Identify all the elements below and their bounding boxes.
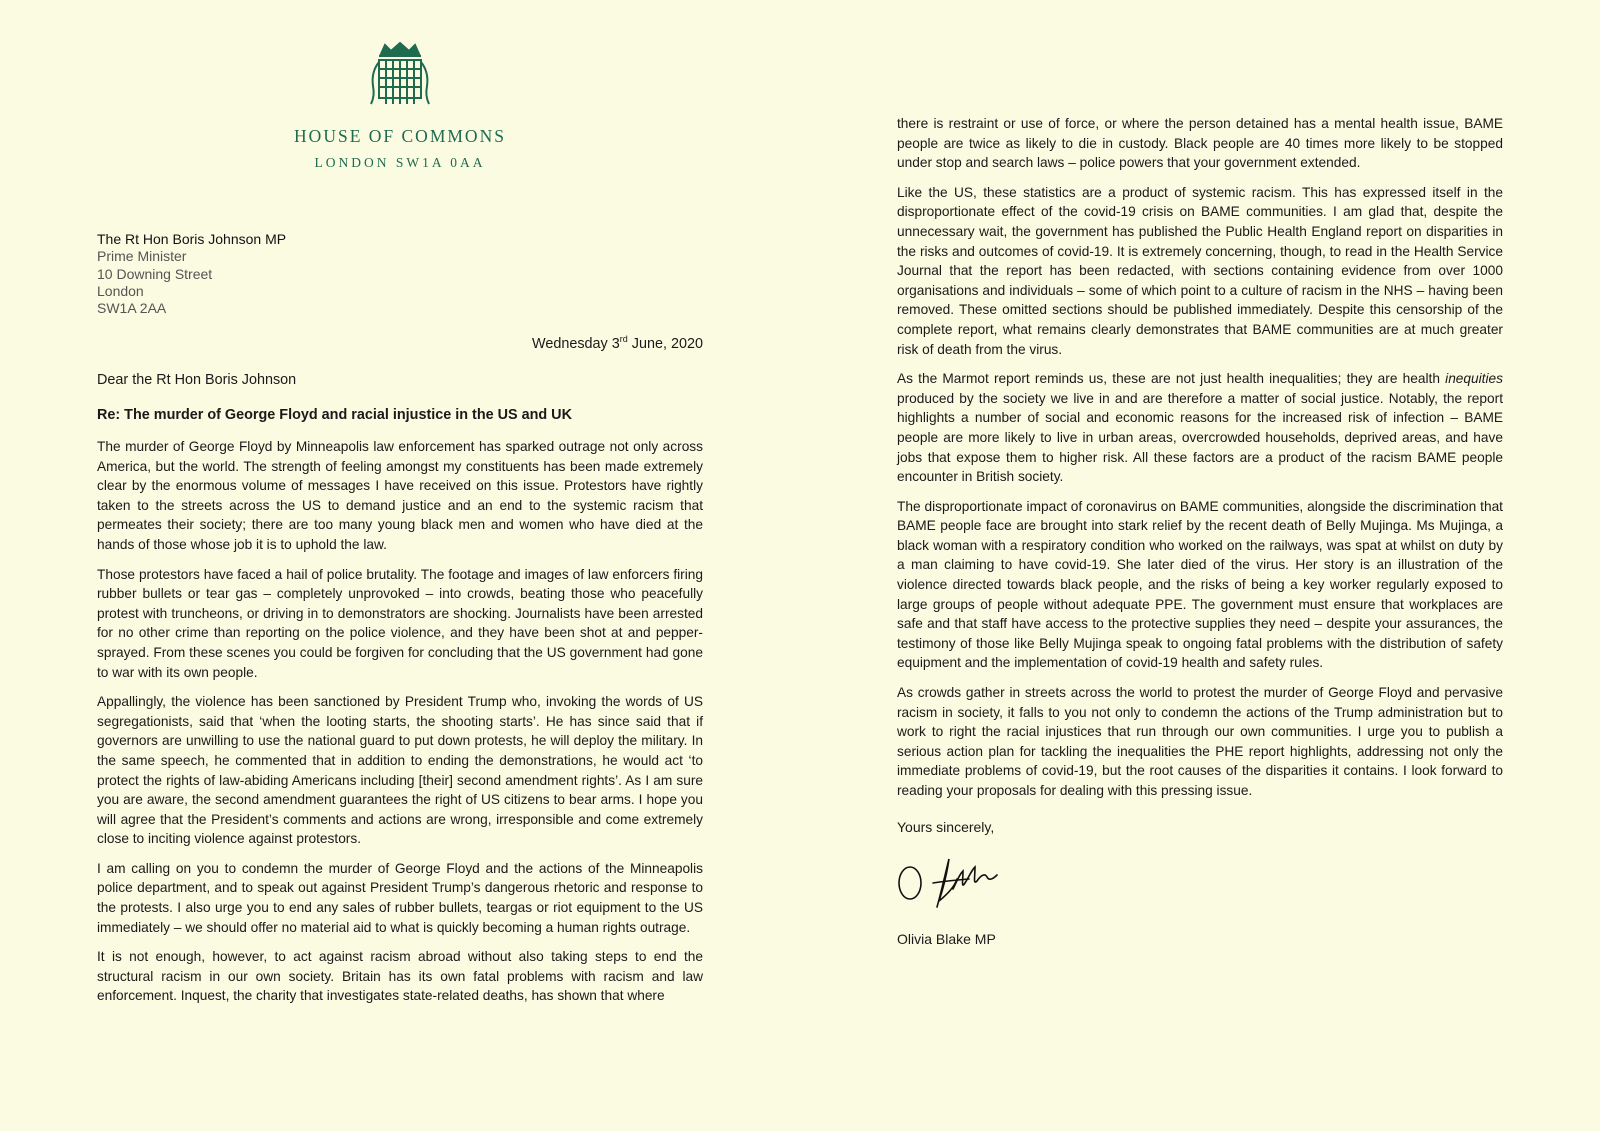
subject-line: Re: The murder of George Floyd and racial injustice in the US and UK: [97, 407, 572, 423]
body-paragraph: As crowds gather in streets across the world to protest the murder of George Floyd and pervasive racism in society, it falls to you not only to condemn the actions of the Trump administration but to work to right the racial injustices that run through our own communities. I urge you to publish a serious action plan for tackling the inequalities the PHE report highlights, addressing not only the immediate problems of covid-19, but the root causes of the disparities it contains. I look forward to reading your proposals for dealing with this pressing issue.: [897, 685, 1503, 798]
letterhead: [97, 42, 703, 171]
letter-body-left: [97, 437, 703, 1016]
body-paragraph: Like the US, these statistics are a product of systemic racism. This has expressed itself in the disproportionate effect of the covid-19 crisis on BAME communities. I am glad that, despite the unnecessary wait, the government has published the Public Health England report on disparities in the risks and outcomes of covid-19. It is extremely concerning, though, to read in the Health Service Journal that the report has been redacted, with sections containing evidence from over 1000 organisations and individuals – some of which point to a culture of racism in the NHS – having been removed. These omitted sections should be published immediately. Despite this censorship of the complete report, what remains clearly demonstrates that BAME communities are at much greater risk of death from the virus.: [897, 184, 1503, 357]
recipient-line: Prime Minister: [97, 248, 187, 265]
letterhead-house-title: HOUSE OF COMMONS: [294, 126, 506, 146]
letterhead-address: LONDON SW1A 0AA: [314, 155, 486, 170]
closing: Yours sincerely,: [897, 818, 995, 835]
signer-name: Olivia Blake MP: [897, 930, 996, 947]
letter-page-left: [97, 0, 703, 1131]
recipient-name: The Rt Hon Boris Johnson MP: [97, 231, 287, 247]
body-paragraph: The murder of George Floyd by Minneapolis law enforcement has sparked outrage not only across America, but the world. The strength of feeling amongst my constituents has been made extremely clear by the enormous volume of messages I have received on this issue. Protestors have rightly taken to the streets across the US to demand justice and an end to the systemic racism that permeates their society; there are too many young black men and women who have died at the hands of those whose job it is to uphold the law.: [97, 439, 703, 552]
body-paragraph: The disproportionate impact of coronavirus on BAME communities, alongside the discrimination that BAME people face are brought into stark relief by the recent death of Belly Mujinga. Ms Mujinga, a black woman with a respiratory condition who worked on the railways, was spat at whilst on duty by a man claiming to have covid-19. She later died of the virus. Her story is an illustration of the violence directed towards black people, and the risks of being a key worker regularly exposed to large groups of people without adequate PPE. The government must ensure that workplaces are safe and that staff have access to the protective supplies they need – despite your assurances, the testimony of those like Belly Mujinga speak to ongoing fatal problems with the distribution of safety equipment and the implementation of covid-19 health and safety rules.: [897, 498, 1503, 671]
letter-date: Wednesday 3rd June, 2020: [532, 334, 703, 352]
letter-page-right: [897, 0, 1503, 1131]
body-paragraph: Appallingly, the violence has been sanctioned by President Trump who, invoking the words of US segregationists, said that ‘when the looting starts, the shooting starts’. He has since said that if governors are unwilling to use the national guard to put down protests, he will deploy the military. In the same speech, he commented that in addition to ending the demonstrations, he would act ‘to protect the rights of law-abiding Americans including [their] second amendment rights’. As I am sure you are aware, the second amendment guarantees the right of US citizens to bear arms. I hope you will agree that the President’s comments and actions are wrong, irresponsible and come extremely close to inciting violence against protestors.: [97, 694, 703, 847]
body-paragraph: I am calling on you to condemn the murder of George Floyd and the actions of the Minneapolis police department, and to speak out against President Trump’s dangerous rhetoric and response to the protests. I also urge you to end any sales of rubber bullets, teargas or riot equipment to the US immediately – we should offer no material aid to what is quickly becoming a human rights outrage.: [97, 860, 703, 935]
recipient-line: London: [97, 282, 144, 299]
body-paragraph: It is not enough, however, to act against racism abroad without also taking steps to end the structural racism in our own society. Britain has its own fatal problems with racism and law enforcement. Inquest, the charity that investigates state-related deaths, has shown that where: [97, 949, 703, 1004]
recipient-address: [97, 231, 286, 317]
portcullis-icon: [369, 42, 431, 110]
handwritten-signature-icon: [897, 853, 1503, 925]
recipient-line: SW1A 2AA: [97, 300, 167, 317]
recipient-line: 10 Downing Street: [97, 265, 213, 282]
body-paragraph: there is restraint or use of force, or where the person detained has a mental health issue, BAME people are twice as likely to die in custody. Black people are 40 times more likely to be stopped under stop and search laws – police powers that your government extended.: [897, 116, 1503, 171]
body-paragraph: Those protestors have faced a hail of police brutality. The footage and images of law enforcers firing rubber bullets or tear gas – completely unprovoked – into crowds, beating those who peacefully protest with truncheons, or driving in to demonstrators are shocking. Journalists have been arrested for no other crime than reporting on the police violence, and they have been shot at and pepper-sprayed. From these scenes you could be forgiven for concluding that the US government had gone to war with its own people.: [97, 566, 703, 680]
salutation: Dear the Rt Hon Boris Johnson: [97, 372, 297, 388]
body-paragraph: As the Marmot report reminds us, these are not just health inequalities; they are health inequities produced by the society we live in and are therefore a matter of social justice. Notably, the report highlights a number of social and economic reasons for the increased risk of infection – BAME people are more likely to live in urban areas, overcrowded households, deprived areas, and have jobs that expose them to higher risk. All these factors are a product of the racism BAME people encounter in British society.: [897, 371, 1503, 485]
letter-body-right: [897, 114, 1503, 947]
